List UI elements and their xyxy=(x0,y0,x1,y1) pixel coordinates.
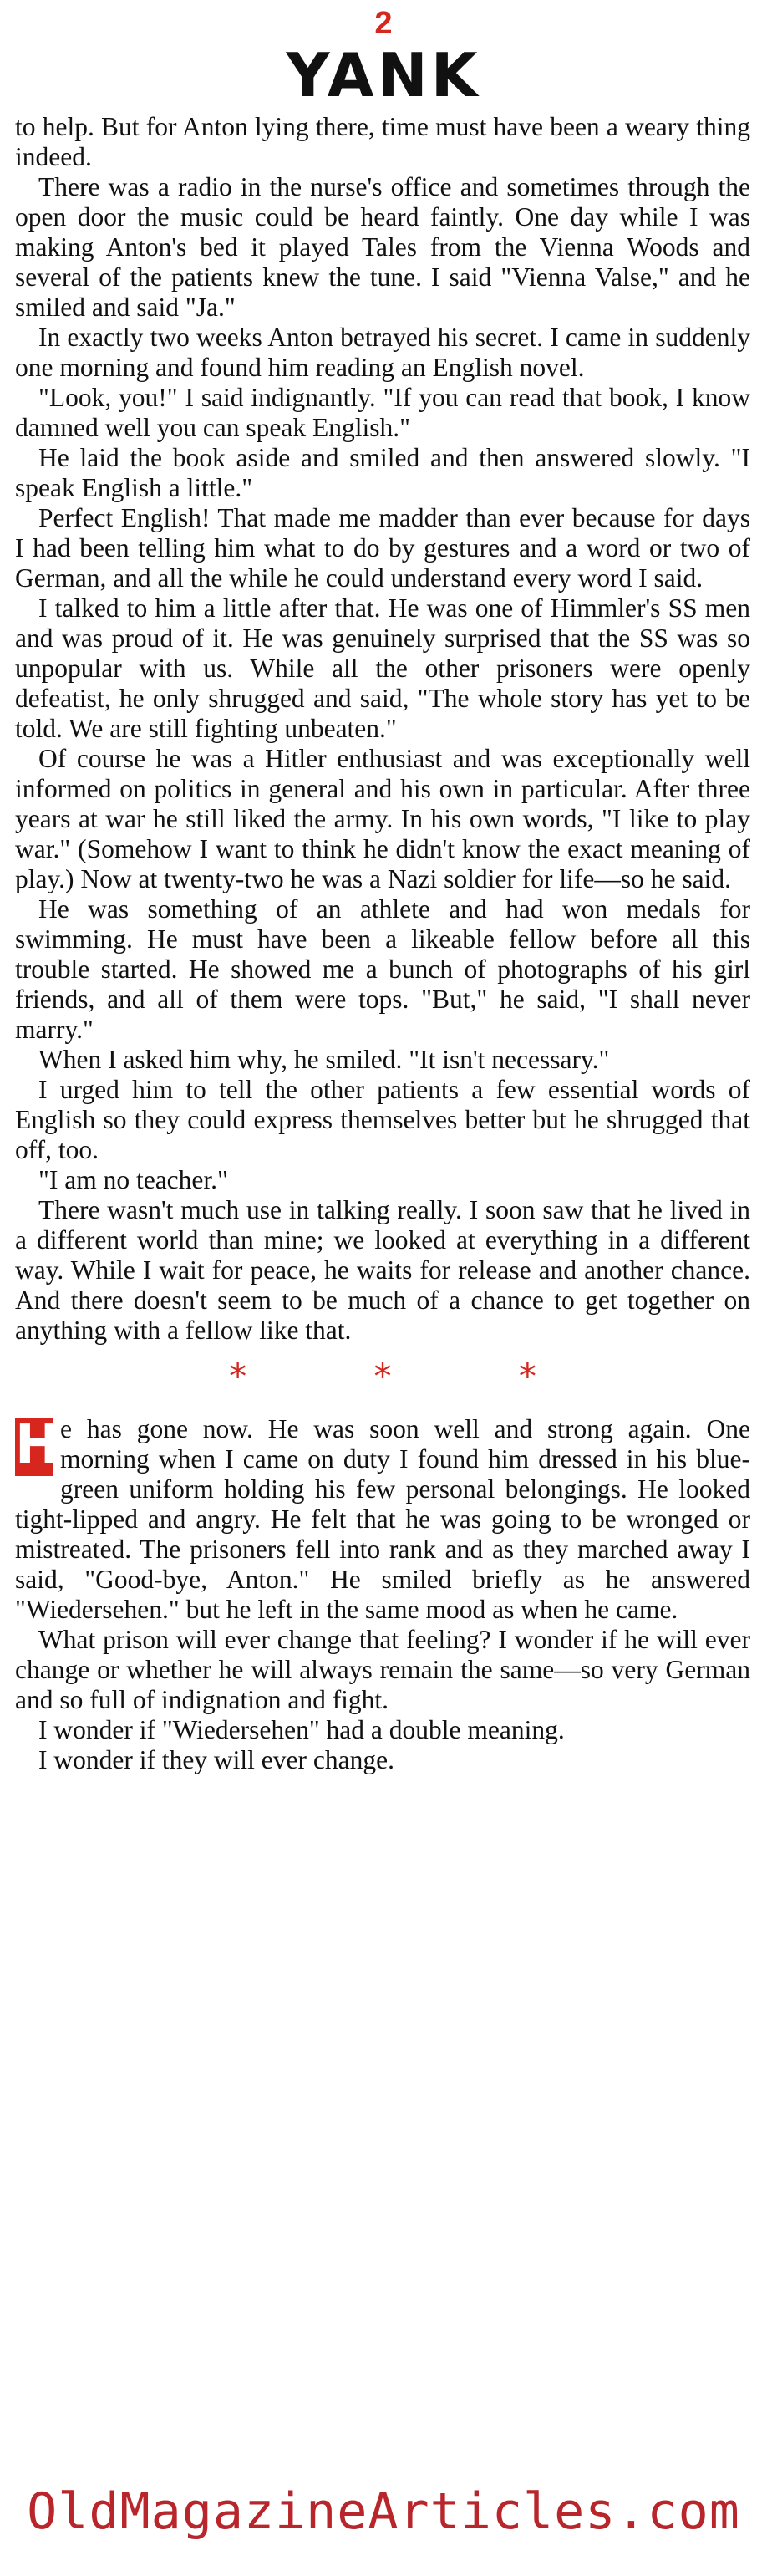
article-body xyxy=(15,112,750,1775)
masthead-logo: YANK xyxy=(286,40,481,110)
paragraph: I urged him to tell the other patients a few essential words of English so they could express themselves better but he shrugged that off, too. xyxy=(15,1075,750,1164)
site-watermark: OldMagazineArticles.com xyxy=(27,2482,740,2541)
paragraph xyxy=(15,1414,750,1625)
paragraph: He laid the book aside and smiled and then answered slowly. "I speak English a little." xyxy=(15,443,750,502)
paragraph: What prison will ever change that feeling? I wonder if he will ever change or whether he will always remain the same—so very German and so full of indignation and fight. xyxy=(15,1625,750,1714)
paragraph: There wasn't much use in talking really. I soon saw that he lived in a different world than mine; we looked at everything in a different way. While I wait for peace, he waits for release and another chance. And there doesn't seem to be much of a chance to get together on anything with a fellow like that. xyxy=(15,1195,750,1345)
section-separator xyxy=(165,1356,600,1397)
star-ornament: * xyxy=(373,1356,392,1397)
paragraph: "I am no teacher." xyxy=(38,1165,228,1194)
page-header xyxy=(0,0,767,110)
paragraph: In exactly two weeks Anton betrayed his secret. I came in suddenly one morning and found him reading an English novel. xyxy=(15,323,750,382)
paragraph: I talked to him a little after that. He was one of Himmler's SS men and was proud of it. He was genuinely surprised that the SS was so unpopular with us. While all the other prisoners were openly defeatist, he only shrugged and said, "The whole story has yet to be told. We are still fighting unbeaten." xyxy=(15,593,750,743)
star-ornament: * xyxy=(518,1356,536,1397)
paragraph: I wonder if "Wiedersehen" had a double meaning. xyxy=(38,1715,565,1744)
star-ornament: * xyxy=(229,1356,247,1397)
paragraph: Of course he was a Hitler enthusiast and was exceptionally well informed on politics in general and his own in particular. After three years at war he still liked the army. In his own words, "I like to play war." (Somehow I want to think he didn't know the exact meaning of play.) Now at twenty-two he was a Nazi soldier for life—so he said. xyxy=(15,744,750,893)
page-number: 2 xyxy=(374,6,393,41)
paragraph: to help. But for Anton lying there, time must have been a weary thing indeed. xyxy=(15,112,750,171)
paragraph: When I asked him why, he smiled. "It isn't necessary." xyxy=(38,1045,610,1074)
paragraph: He was something of an athlete and had won medals for swimming. He must have been a likeable fellow before all this trouble started. He showed me a bunch of photographs of his girl friends, and all of them were tops. "But," he said, "I shall never marry." xyxy=(15,894,750,1044)
paragraph: Perfect English! That made me madder than ever because for days I had been telling him what to do by gestures and a word or two of German, and all the while he could understand every word I said. xyxy=(15,503,750,593)
paragraph-text: e has gone now. He was soon well and strong again. One morning when I came on duty I found him dressed in his blue-green uniform holding his few personal belongings. He looked tight-lipped and angry. He felt that he was going to be wronged or mistreated. The prisoners fell into rank and as they marched away I said, "Good-bye, Anton." He smiled briefly as he answered "Wiedersehen." but he left in the same mood as when he came. xyxy=(15,1414,750,1624)
paragraph: I wonder if they will ever change. xyxy=(38,1745,394,1774)
paragraph: There was a radio in the nurse's office and sometimes through the open door the music could be heard faintly. One day while I was making Anton's bed it played Tales from the Vienna Woods and several of the patients knew the tune. I said "Vienna Valse," and he smiled and said "Ja." xyxy=(15,172,750,322)
paragraph: "Look, you!" I said indignantly. "If you can read that book, I know damned well you can speak English." xyxy=(15,383,750,442)
drop-cap: H xyxy=(15,1414,60,1476)
